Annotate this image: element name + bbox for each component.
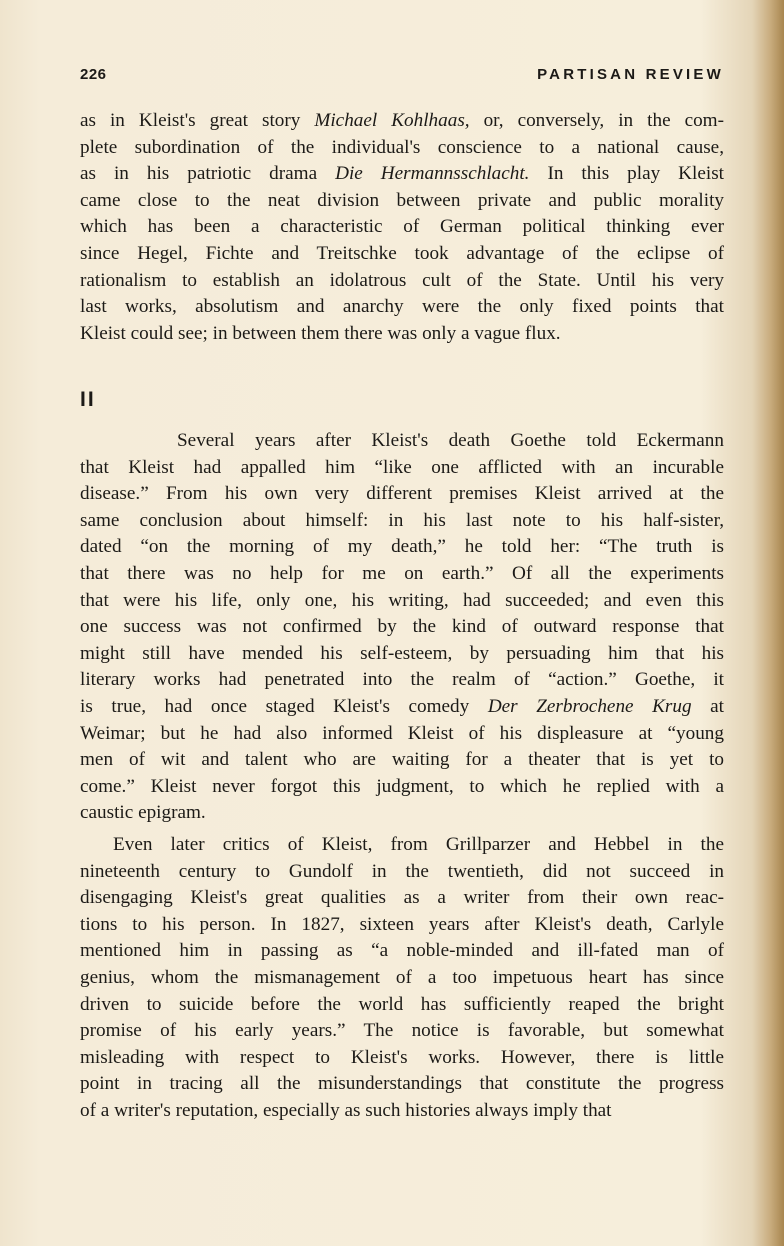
text-line bbox=[80, 268, 724, 295]
text-line bbox=[80, 481, 724, 508]
text-line bbox=[80, 774, 724, 801]
text-run: men of wit and talent who are waiting for a theater that is yet to bbox=[80, 749, 724, 771]
text-line bbox=[80, 721, 724, 748]
text-run: rationalism to establish an idolatrous cult of the State. Until his very bbox=[80, 269, 724, 291]
paragraph-3 bbox=[80, 832, 724, 1125]
text-run: same conclusion about himself: in his last note to his half-sister, bbox=[80, 509, 724, 531]
text-line bbox=[80, 747, 724, 774]
text-run: caustic epigram. bbox=[80, 802, 206, 824]
text-run: disengaging Kleist's great qualities as a writer from their own reac- bbox=[80, 887, 724, 909]
paragraph-1 bbox=[80, 108, 724, 347]
text-run: since Hegel, Fichte and Treitschke took advantage of the eclipse of bbox=[80, 242, 724, 264]
page-number: 226 bbox=[80, 66, 107, 83]
text-line bbox=[80, 161, 724, 188]
italic-title: Der Zerbrochene Krug bbox=[487, 695, 692, 717]
text-line bbox=[80, 992, 724, 1019]
text-line bbox=[80, 641, 724, 668]
text-run: literary works had penetrated into the realm of “action.” Goethe, it bbox=[80, 669, 724, 691]
text-line bbox=[80, 108, 724, 135]
text-line bbox=[80, 1098, 724, 1125]
text-run: that there was no help for me on earth.” Of all the experiments bbox=[80, 562, 724, 584]
text-line bbox=[80, 428, 724, 455]
text-line bbox=[80, 534, 724, 561]
text-run: mentioned him in passing as “a noble-minded and ill-fated man of bbox=[80, 940, 724, 962]
text-run: Weimar; but he had also informed Kleist of his displeasure at “young bbox=[80, 722, 724, 744]
text-run: tions to his person. In 1827, sixteen years after Kleist's death, Carlyle bbox=[80, 913, 724, 935]
text-run: come.” Kleist never forgot this judgment, to which he replied with a bbox=[80, 775, 724, 797]
text-line bbox=[80, 965, 724, 992]
text-run: nineteenth century to Gundolf in the twentieth, did not succeed in bbox=[80, 860, 724, 882]
italic-title: Die Hermannsschlacht. bbox=[335, 163, 530, 185]
text-run: or, conversely, in the com- bbox=[469, 110, 724, 131]
italic-title: Michael Kohlhaas, bbox=[314, 110, 470, 131]
text-run: as in his patriotic drama bbox=[80, 163, 336, 185]
text-line bbox=[80, 294, 724, 321]
text-run: might still have mended his self-esteem, by persuading him that his bbox=[80, 642, 724, 664]
text-run: genius, whom the mismanagement of a too impetuous heart has since bbox=[80, 966, 724, 988]
text-run: driven to suicide before the world has sufficiently reaped the bright bbox=[80, 993, 724, 1015]
page-header bbox=[80, 66, 724, 86]
text-line bbox=[80, 135, 724, 162]
text-run: Kleist could see; in between them there was only a vague flux. bbox=[80, 322, 561, 344]
text-line bbox=[80, 1045, 724, 1072]
text-line bbox=[80, 885, 724, 912]
section-number: II bbox=[80, 388, 96, 411]
text-line bbox=[80, 214, 724, 241]
text-run: of a writer's reputation, especially as such histories always imply that bbox=[80, 1099, 612, 1121]
text-run: came close to the neat division between private and public morality bbox=[80, 189, 724, 211]
text-line bbox=[80, 561, 724, 588]
text-run: which has been a characteristic of German political thinking ever bbox=[80, 216, 724, 238]
text-line bbox=[80, 938, 724, 965]
text-line bbox=[80, 694, 724, 721]
text-line bbox=[80, 588, 724, 615]
text-line bbox=[80, 188, 724, 215]
text-run: plete subordination of the individual's conscience to a national cause, bbox=[80, 136, 724, 158]
text-run: is true, had once staged Kleist's comedy bbox=[80, 695, 488, 717]
text-run: In this play Kleist bbox=[529, 163, 724, 185]
text-line bbox=[80, 667, 724, 694]
text-line bbox=[80, 832, 724, 859]
text-run: point in tracing all the misunderstandings that constitute the progress bbox=[80, 1073, 724, 1095]
text-run: one success was not confirmed by the kind of outward response that bbox=[80, 616, 724, 638]
text-run: Even later critics of Kleist, from Grillparzer and Hebbel in the bbox=[113, 834, 724, 855]
text-run: dated “on the morning of my death,” he told her: “The truth is bbox=[80, 536, 724, 558]
text-run: that were his life, only one, his writing, had succeeded; and even this bbox=[80, 589, 724, 611]
text-line bbox=[80, 455, 724, 482]
paragraph-2 bbox=[80, 428, 724, 827]
text-line bbox=[80, 1018, 724, 1045]
text-run: that Kleist had appalled him “like one afflicted with an incurable bbox=[80, 456, 724, 478]
text-line bbox=[80, 912, 724, 939]
text-line bbox=[80, 800, 724, 827]
text-line bbox=[80, 859, 724, 886]
text-line bbox=[80, 241, 724, 268]
text-run: at bbox=[691, 695, 724, 717]
text-run: last works, absolutism and anarchy were the only fixed points that bbox=[80, 296, 724, 318]
text-run: as in Kleist's great story bbox=[80, 110, 315, 131]
text-run: disease.” From his own very different premises Kleist arrived at the bbox=[80, 483, 724, 505]
text-line bbox=[80, 614, 724, 641]
text-run: misleading with respect to Kleist's works. However, there is little bbox=[80, 1046, 724, 1068]
text-run: Several years after Kleist's death Goethe told Eckermann bbox=[177, 430, 724, 451]
text-run: promise of his early years.” The notice is favorable, but somewhat bbox=[80, 1020, 724, 1042]
text-line bbox=[80, 508, 724, 535]
text-line bbox=[80, 321, 724, 348]
text-line bbox=[80, 1071, 724, 1098]
running-head: PARTISAN REVIEW bbox=[537, 66, 724, 83]
